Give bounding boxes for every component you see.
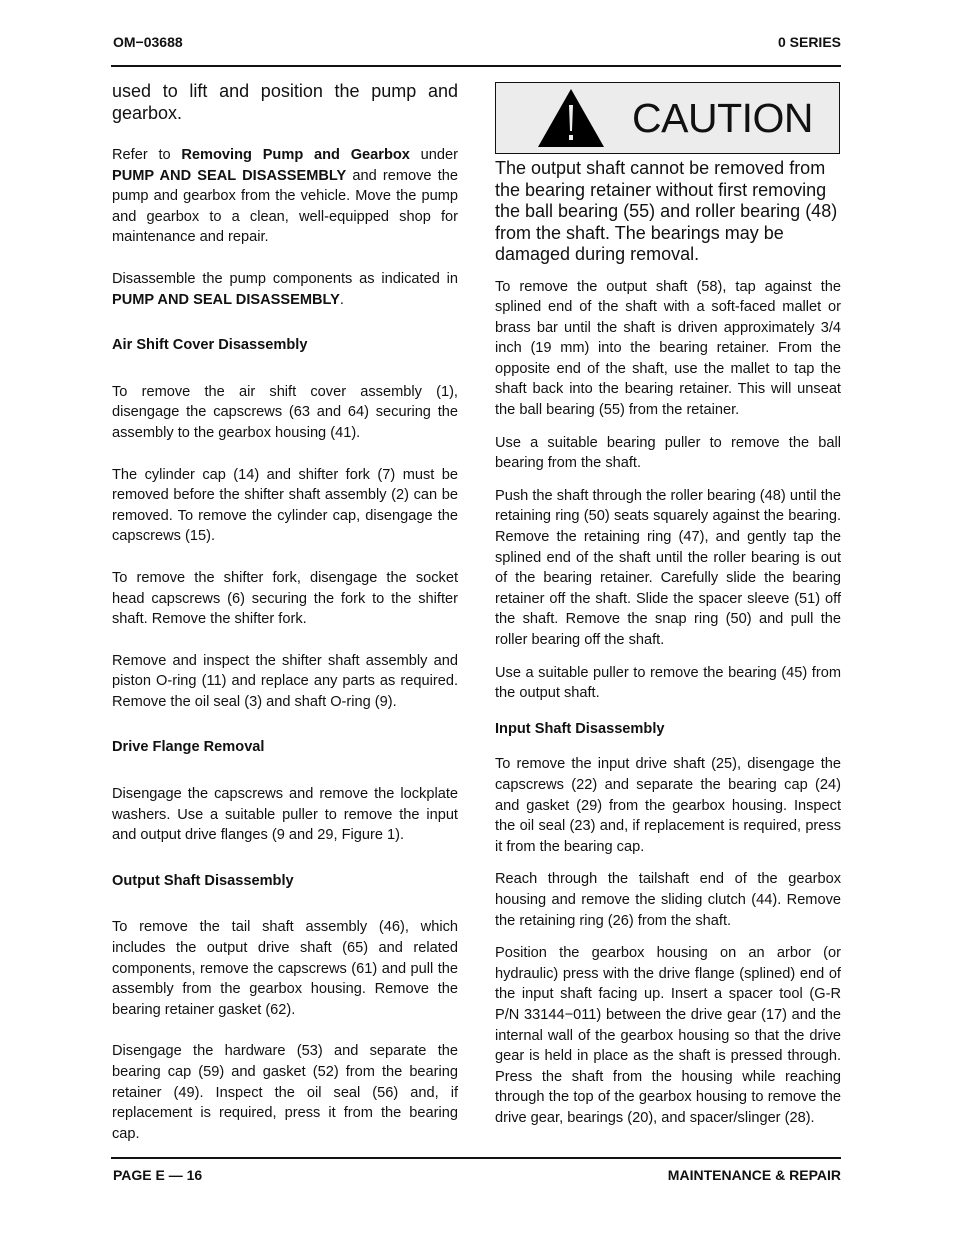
paragraph: Push the shaft through the roller bearing (48) until the retaining ring (50) seats squarely against the bearing. Remove the retaining ring (47), and gently tap the splined end of the shaft until the roller bearing is out of the bearing retainer. Carefully slide the bearing retainer off the shaft. Slide the spacer sleeve (51) off the shaft. Remove the snap ring (50) and pull the roller bearing off the shaft. <box>495 487 841 648</box>
text-span: Disassemble the pump components as indicated in <box>112 270 458 287</box>
caution-banner <box>495 82 840 154</box>
series-label: 0 SERIES <box>777 34 841 50</box>
left-column <box>112 80 458 1144</box>
section-heading-drive-flange: Drive Flange Removal <box>112 739 265 756</box>
bold-reference: PUMP AND SEAL DISASSEMBLY <box>112 167 347 184</box>
bold-reference: PUMP AND SEAL DISASSEMBLY <box>112 291 340 308</box>
paragraph: To remove the input drive shaft (25), disengage the capscrews (22) and separate the bearing cap (24) and gasket (29) from the gearbox housing. Inspect the oil seal (23) and, if replacement is required, press it from the bearing cap. <box>495 756 841 855</box>
text-span: . <box>339 291 344 308</box>
paragraph: Disengage the capscrews and remove the lockplate washers. Use a suitable puller to remove the input and output drive flanges (9 and 29, Figure 1). <box>112 786 458 844</box>
paragraph <box>112 145 458 248</box>
paragraph: To remove the output shaft (58), tap against the splined end of the shaft with a soft-faced mallet or brass bar until the shaft is driven approximately 3/4 inch (19 mm) into the bearing retainer. From the opposite end of the shaft, use the mallet to tap the shaft back into the bearing retainer. This will unseat the ball bearing (55) from the retainer. <box>495 278 841 419</box>
section-name: MAINTENANCE & REPAIR <box>667 1167 841 1183</box>
bold-reference: Removing Pump and Gearbox <box>181 147 410 163</box>
paragraph: To remove the air shift cover assembly (1), disengage the capscrews (63 and 64) securing the assembly to the gearbox housing (41). <box>112 383 458 441</box>
paragraph <box>112 269 458 310</box>
section-heading-input-shaft: Input Shaft Disassembly <box>495 720 665 737</box>
text-span: and remove the pump and gearbox from the vehicle. Move the pump and gearbox to a clean, well-equipped shop for maintenance and repair. <box>112 167 458 246</box>
caution-message: The output shaft cannot be removed from the bearing retainer without first removing the ball bearing (55) and roller bearing (48) from the shaft. The bearings may be damaged during removal. <box>495 158 838 264</box>
warning-triangle-icon <box>536 87 606 149</box>
paragraph: The cylinder cap (14) and shifter fork (7) must be removed before the shifter shaft assembly (2) can be removed. To remove the cylinder cap, disengage the capscrews (15). <box>112 466 458 545</box>
intro-paragraph: used to lift and position the pump and gearbox. <box>112 81 458 123</box>
document-number: OM−03688 <box>113 34 183 50</box>
paragraph: Disengage the hardware (53) and separate the bearing cap (59) and gasket (52) from the bearing retainer (49). Inspect the oil seal (56) and, if replacement is required, press it from the bearing cap. <box>112 1043 458 1142</box>
paragraph: Use a suitable bearing puller to remove the ball bearing from the shaft. <box>495 434 841 472</box>
paragraph: To remove the shifter fork, disengage the socket head capscrews (6) securing the fork to the shifter shaft. Remove the shifter fork. <box>112 569 458 628</box>
right-column <box>495 82 841 1128</box>
page-number: PAGE E — 16 <box>113 1167 203 1183</box>
paragraph: Use a suitable puller to remove the bearing (45) from the output shaft. <box>495 664 841 702</box>
section-heading-air-shift: Air Shift Cover Disassembly <box>112 337 308 354</box>
paragraph: Reach through the tailshaft end of the gearbox housing and remove the sliding clutch (44). Remove the retaining ring (26) from the shaft. <box>495 871 841 929</box>
caution-label: CAUTION <box>632 95 813 141</box>
footer-rule <box>111 1157 841 1159</box>
text-span: under <box>409 147 459 163</box>
paragraph: Remove and inspect the shifter shaft assembly and piston O-ring (11) and replace any parts as required. Remove the oil seal (3) and shaft O-ring (9). <box>112 652 458 710</box>
paragraph: To remove the tail shaft assembly (46), which includes the output drive shaft (65) and related components, remove the capscrews (61) and pull the assembly from the gearbox housing. Remove the bearing retainer gasket (62). <box>112 919 458 1018</box>
section-heading-output-shaft: Output Shaft Disassembly <box>112 872 294 889</box>
header-rule <box>111 65 841 67</box>
paragraph: Position the gearbox housing on an arbor (or hydraulic) press with the drive flange (splined) end of the input shaft facing up. Insert a spacer tool (G-R P/N 33144−011) between the drive gear (17) and the internal wall of the gearbox housing so that the drive gear is held in place as the shaft is pressed through. Press the shaft from the housing while reaching through the top of the gearbox housing to remove the drive gear, bearings (20), and spacer/slinger (28). <box>495 945 841 1126</box>
text-span: Refer to <box>112 147 182 163</box>
